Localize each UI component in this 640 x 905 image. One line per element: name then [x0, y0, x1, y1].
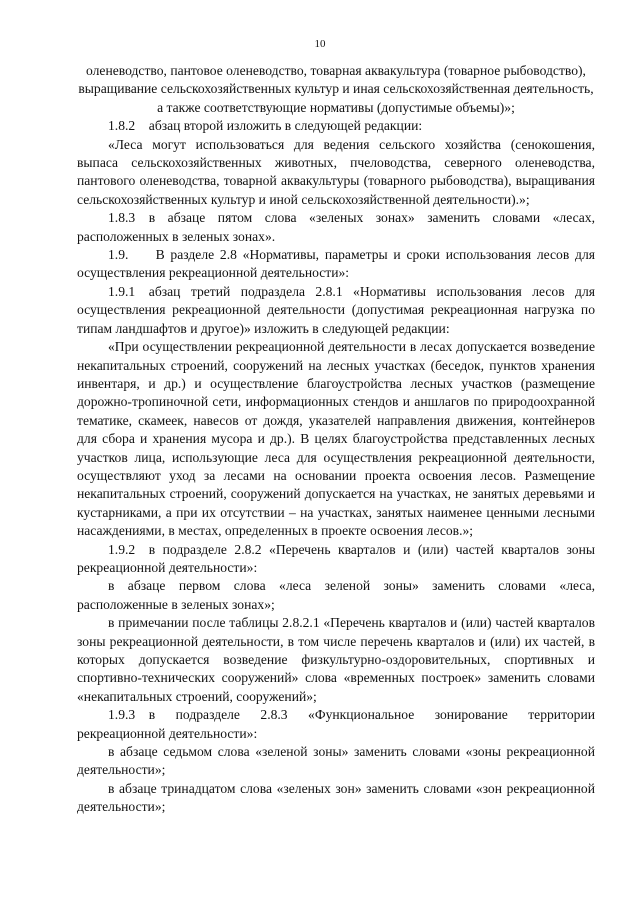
- paragraph-continuation: оленеводство, пантовое оленеводство, товарная аквакультура (товарное рыбоводство), выращивание сельскохозяйственных культур и иная сельскохозяйственная деятельность, а также соответствующие нормативы (допустимые объемы)»;: [78, 63, 594, 115]
- paragraph-note-table: в примечании после таблицы 2.8.2.1 «Перечень кварталов и (или) частей кварталов зоны рекреационной деятельности, в том числе перечень кварталов и (или) их частей, в которых допускается возведение физкультурно-оздоровительных, спортивных и спортивно-технических сооружений» слова «временных построек» заменить словами «некапитальных строений, сооружений»;: [77, 615, 595, 704]
- paragraph-1-9-2: 1.9.2 в подразделе 2.8.2 «Перечень кварталов и (или) частей кварталов зоны рекреационной деятельности»:: [77, 541, 595, 575]
- paragraph-1-9: 1.9. В разделе 2.8 «Нормативы, параметры и сроки использования лесов для осуществления рекреационной деятельности»:: [77, 247, 595, 281]
- paragraph-1-8-2: 1.8.2 абзац второй изложить в следующей редакции:: [108, 118, 423, 134]
- page-number: 10: [314, 38, 326, 50]
- paragraph-1-9-3: 1.9.3 в подразделе 2.8.3 «Функциональное зонирование территории рекреационной деятельности»:: [77, 707, 595, 741]
- paragraph-1-9-1: 1.9.1 абзац третий подраздела 2.8.1 «Нормативы использования лесов для осуществления рекреационной деятельности (допустимая рекреационная нагрузка по типам ландшафтов и другое)» изложить в следующей редакции:: [77, 283, 595, 336]
- paragraph-quote-agriculture: «Леса могут использоваться для ведения сельского хозяйства (сенокошения, выпаса сельскохозяйственных животных, пчеловодства, северного оленеводства, пантового оленеводства, товарной аквакультуры (товарного рыбоводства), выращивания сельскохозяйственных культур и иной сельскохозяйственной деятельности).»;: [77, 136, 595, 207]
- paragraph-quote-recreation: «При осуществлении рекреационной деятельности в лесах допускается возведение некапитальных строений, сооружений на лесных участках (беседок, пунктов хранения инвентаря, и др.) и осуществление благоустройства лесных участков (размещение дорожно-тропиночной сети, информационных стендов и аншлагов по природоохранной тематике, скамеек, навесов от дождя, указателей направления движения, контейнеров для сбора и хранения мусора и др.). В целях благоустройства представленных лесных участков лица, использующие леса для осуществления рекреационной деятельности, осуществляют уход за лесами на основании проекта освоения лесов. Размещение некапитальных строений, сооружений допускается на участках, не занятых деревьями и кустарниками, а при их отсутствии – на участках, занятых наименее ценными лесными насаждениями, в местах, определенных в проекте освоения лесов.»;: [77, 339, 595, 539]
- paragraph-1-8-3: 1.8.3 в абзаце пятом слова «зеленых зонах» заменить словами «лесах, расположенных в зеленых зонах».: [77, 210, 595, 244]
- paragraph-abzac-seventh: в абзаце седьмом слова «зеленой зоны» заменить словами «зоны рекреационной деятельности»;: [77, 744, 595, 778]
- document-body: [77, 62, 595, 817]
- paragraph-abzac-thirteenth: в абзаце тринадцатом слова «зеленых зон» заменить словами «зон рекреационной деятельности»;: [77, 780, 595, 815]
- paragraph-abzac-first: в абзаце первом слова «леса зеленой зоны» заменить словами «леса, расположенные в зеленых зонах»;: [77, 578, 595, 612]
